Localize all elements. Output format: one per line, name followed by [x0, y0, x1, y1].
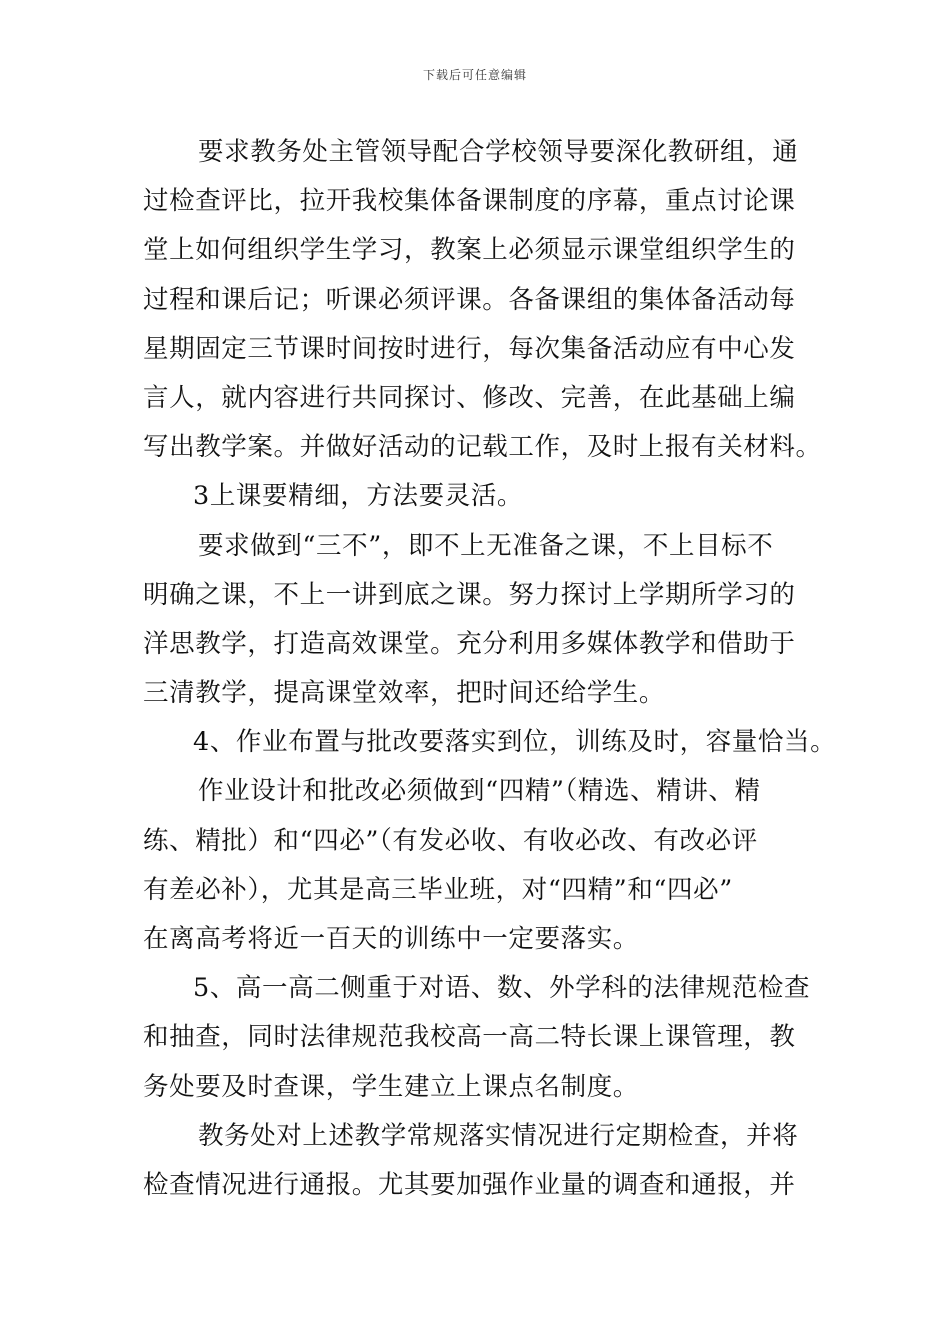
paragraph-line: 练、精批）和“四必”（有发必收、有收必改、有改必评	[143, 825, 758, 856]
paragraph-line: 堂上如何组织学生学习，教案上必须显示课堂组织学生的	[143, 235, 796, 266]
paragraph-line: 明确之课，不上一讲到底之课。努力探讨上学期所学习的	[143, 579, 796, 610]
document-body	[143, 128, 837, 1210]
paragraph-line: 要求做到“三不”，即不上无准备之课，不上目标不	[198, 530, 774, 561]
paragraph-line: 星期固定三节课时间按时进行，每次集备活动应有中心发	[143, 333, 796, 364]
paragraph-line: 务处要及时查课，学生建立上课点名制度。	[143, 1071, 639, 1102]
section-heading: 5、高一高二侧重于对语、数、外学科的法律规范检查	[193, 973, 811, 1004]
paragraph-line: 教务处对上述教学常规落实情况进行定期检查，并将	[198, 1120, 799, 1151]
paragraph-line: 过检查评比，拉开我校集体备课制度的序幕，重点讨论课	[143, 186, 796, 217]
paragraph-line: 三清教学，提高课堂效率，把时间还给学生。	[143, 678, 666, 709]
paragraph-line: 言人，就内容进行共同探讨、修改、完善，在此基础上编	[143, 382, 796, 413]
paragraph-line: 在离高考将近一百天的训练中一定要落实。	[143, 924, 639, 954]
paragraph-line: 过程和课后记；听课必须评课。各备课组的集体备活动每	[143, 284, 796, 315]
paragraph-line: 和抽查，同时法律规范我校高一高二特长课上课管理，教	[143, 1022, 796, 1053]
paragraph-line: 洋思教学，打造高效课堂。充分利用多媒体教学和借助于	[143, 628, 796, 659]
paragraph-line: 写出教学案。并做好活动的记载工作，及时上报有关材料。	[143, 432, 822, 463]
page-header: 下载后可任意编辑	[422, 68, 527, 82]
section-heading: 3上课要精细，方法要灵活。	[193, 481, 524, 512]
paragraph-line: 有差必补），尤其是高三毕业班，对“四精”和“四必”	[143, 874, 733, 905]
paragraph-line: 作业设计和批改必须做到“四精”（精选、精讲、精	[198, 776, 761, 807]
paragraph-line: 检查情况进行通报。尤其要加强作业量的调查和通报，并	[143, 1169, 796, 1200]
paragraph-line: 要求教务处主管领导配合学校领导要深化教研组，通	[198, 137, 799, 167]
section-heading: 4、作业布置与批改要落实到位，训练及时，容量恰当。	[193, 727, 837, 758]
